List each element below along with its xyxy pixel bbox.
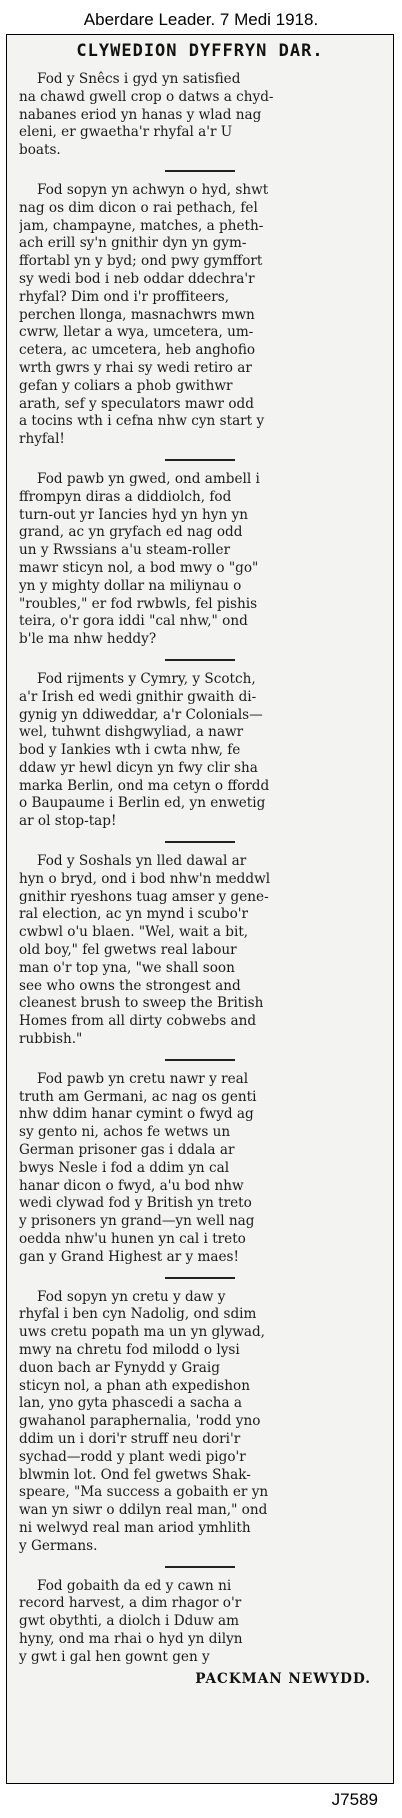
- text-line: cwbwl o'u blaen. "Wel, wait a bit,: [19, 924, 249, 941]
- text-line: cleanest brush to sweep the British: [19, 995, 264, 1012]
- text-line: truth am Germani, ac nag os genti: [19, 1088, 257, 1105]
- text-line: oedda nhw'u hunen yn cal i treto: [19, 1231, 246, 1248]
- text-line: ach erill sy'n gnithir dyn yn gym-: [19, 235, 247, 252]
- text-line: Fod pawb yn gwed, ond ambell i: [37, 470, 260, 487]
- text-line: uws cretu popath ma un yn glywad,: [19, 1324, 266, 1341]
- column-items: [7, 71, 393, 1667]
- text-line: wel, tuhwnt dishgwyliad, a nawr: [19, 724, 244, 741]
- news-item: [19, 471, 379, 649]
- text-line: perchen llonga, masnachwrs mwn: [19, 306, 255, 323]
- text-line: ffortabl yn y byd; ond pwy gymffort: [19, 253, 263, 270]
- text-line: rubbish.": [19, 1031, 83, 1048]
- text-line: hanar dicon o fwyd, a'u bod nhw: [19, 1177, 244, 1194]
- text-line: German prisoner gas i ddala ar: [19, 1142, 235, 1159]
- text-line: rhyfal? Dim ond i'r proffiteers,: [19, 288, 230, 305]
- text-line: wedi clywad fod y British yn treto: [19, 1195, 252, 1212]
- text-line: jam, champayne, matches, a pheth-: [19, 217, 264, 234]
- newspaper-clipping: [6, 34, 394, 1784]
- news-item: [19, 671, 379, 831]
- text-line: gwt obythti, a diolch i Dduw am: [19, 1613, 240, 1630]
- news-item: [19, 1578, 379, 1667]
- item-divider: [165, 170, 235, 172]
- text-line: boats.: [19, 142, 61, 159]
- text-line: mawr sticyn nol, a bod mwy o "go": [19, 559, 259, 576]
- text-line: bwys Nesle i fod a ddim yn cal: [19, 1159, 230, 1176]
- item-divider: [165, 1277, 235, 1279]
- text-line: b'le ma nhw heddy?: [19, 631, 157, 648]
- text-line: o Baupaume i Berlin ed, yn enwetig: [19, 795, 266, 812]
- text-line: a tocins wth i cefna nhw cyn start y: [19, 413, 265, 430]
- item-divider: [165, 459, 235, 461]
- text-line: teira, o'r gora iddi "cal nhw," ond: [19, 613, 248, 630]
- text-line: gefan y coliars a phob gwithwr: [19, 377, 233, 394]
- text-line: man o'r top yna, "we shall soon: [19, 959, 235, 976]
- text-line: gnithir ryeshons tuag amser y gene-: [19, 888, 269, 905]
- text-line: a'r Irish ed wedi gnithir gwaith di-: [19, 688, 257, 705]
- text-line: ar ol stop-tap!: [19, 813, 117, 830]
- author-signature: PACKMAN NEWYDD.: [195, 1670, 371, 1687]
- text-line: yn y mighty dollar na miliynau o: [19, 577, 242, 594]
- text-line: ffrompyn diras a diddiolch, fod: [19, 488, 232, 505]
- text-line: sychad—rodd y plant wedi pigo'r: [19, 1448, 246, 1465]
- text-line: arath, sef y speculators mawr odd: [19, 395, 254, 412]
- text-line: gan y Grand Highest ar y maes!: [19, 1248, 239, 1265]
- text-line: Fod y Snêcs i gyd yn satisfied: [37, 71, 241, 87]
- text-line: un y Rwssians a'u steam-roller: [19, 542, 231, 559]
- text-line: y Germans.: [19, 1537, 98, 1554]
- item-divider: [165, 1059, 235, 1061]
- text-line: "roubles," er fod rwbwls, fel pishis: [19, 595, 258, 612]
- column-heading: CLYWEDION DYFFRYN DAR.: [76, 41, 324, 61]
- text-line: gwahanol paraphernalia, 'rodd yno: [19, 1413, 261, 1430]
- text-line: grand, ac yn gryfach ed nag odd: [19, 524, 243, 541]
- news-item: [19, 1071, 379, 1267]
- text-line: nag os dim dicon o rai pethach, fel: [19, 199, 258, 216]
- text-line: hyn o bryd, ond i bod nhw'n meddwl: [19, 870, 271, 887]
- text-line: nhw ddim hanar cymint o fwyd ag: [19, 1106, 254, 1123]
- text-line: ni welwyd real man ariod ymhlith: [19, 1519, 251, 1536]
- text-line: lan, yno gyta phascedi a sacha a: [19, 1395, 243, 1412]
- text-line: turn-out yr Iancies hyd yn hyn yn: [19, 506, 248, 523]
- text-line: Fod sopyn yn cretu y daw y: [37, 1288, 226, 1305]
- text-line: sy gento ni, achos fe wetws un: [19, 1124, 231, 1141]
- text-line: Fod gobaith da ed y cawn ni: [37, 1577, 232, 1594]
- text-line: eleni, er gwaetha'r rhyfal a'r U: [19, 124, 233, 141]
- news-item: [19, 71, 379, 160]
- text-line: Fod pawb yn cretu nawr y real: [37, 1070, 249, 1087]
- newspaper-caption: Aberdare Leader. 7 Medi 1918.: [83, 10, 319, 29]
- news-item: [19, 182, 379, 449]
- text-line: rhyfal i ben cyn Nadolig, ond sdim: [19, 1306, 257, 1323]
- text-line: Homes from all dirty cobwebs and: [19, 1013, 257, 1030]
- text-line: see who owns the strongest and: [19, 977, 241, 994]
- reference-id: J7589: [331, 1790, 378, 1809]
- text-line: nabanes eriod yn hanas y wlad nag: [19, 106, 262, 123]
- text-line: gynig yn ddiweddar, a'r Colonials—: [19, 706, 263, 723]
- text-line: bod y Iankies wth i cwta nhw, fe: [19, 742, 241, 759]
- text-line: sticyn nol, a phan ath expedishon: [19, 1377, 250, 1394]
- text-line: duon bach ar Fynydd y Graig: [19, 1359, 220, 1376]
- text-line: sy wedi bod i neb oddar ddechra'r: [19, 270, 255, 287]
- news-item: [19, 1289, 379, 1556]
- text-line: mwy na chretu fod milodd o lysi: [19, 1342, 240, 1358]
- text-line: wrth gwrs y rhai sy wedi retiro ar: [19, 359, 252, 376]
- text-line: record harvest, a dim rhagor o'r: [19, 1595, 242, 1612]
- text-line: na chawd gwell crop o datws a chyd-: [19, 88, 274, 105]
- text-line: ddaw yr hewl dicyn yn fwy clir sha: [19, 759, 258, 776]
- text-line: cetera, ac umcetera, heb anghofio: [19, 342, 256, 359]
- text-line: blwmin lot. Ond fel gwetws Shak-: [19, 1466, 251, 1483]
- text-line: Fod rijments y Cymry, y Scotch,: [37, 670, 256, 687]
- text-line: hyny, ond ma rhai o hyd yn dilyn: [19, 1630, 243, 1647]
- item-divider: [165, 841, 235, 843]
- text-line: speare, "Ma success a gobaith er yn: [19, 1484, 269, 1501]
- text-line: old boy," fel gwetws real labour: [19, 942, 237, 959]
- text-line: Fod sopyn yn achwyn o hyd, shwt: [37, 181, 269, 198]
- text-line: y gwt i gal hen gownt gen y: [19, 1648, 210, 1665]
- text-line: ral election, ac yn mynd i scubo'r: [19, 906, 248, 923]
- item-divider: [165, 659, 235, 661]
- text-line: rhyfal!: [19, 431, 65, 448]
- text-line: y prisoners yn grand—yn well nag: [19, 1213, 255, 1230]
- text-line: ddim un i dori'r struff neu dori'r: [19, 1430, 241, 1447]
- text-line: wan yn siwr o ddilyn real man," ond: [19, 1502, 268, 1519]
- news-item: [19, 853, 379, 1049]
- item-divider: [165, 1566, 235, 1568]
- text-line: cwrw, lletar a wya, umcetera, um-: [19, 324, 254, 341]
- text-line: marka Berlin, ond ma cetyn o ffordd: [19, 777, 270, 794]
- text-line: Fod y Soshals yn lled dawal ar: [37, 853, 247, 870]
